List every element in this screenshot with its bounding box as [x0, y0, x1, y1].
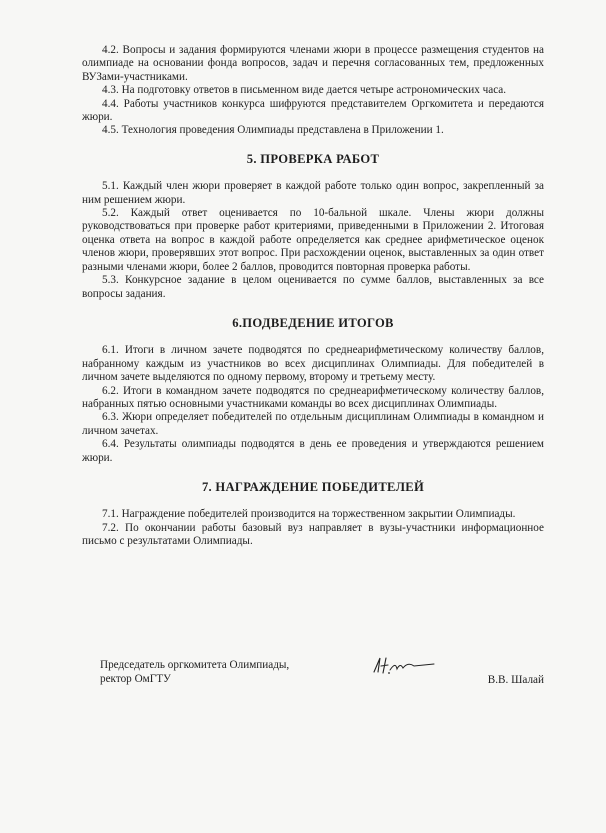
- paragraph-4-3: 4.3. На подготовку ответов в письменном виде дается четыре астрономических часа.: [102, 84, 507, 97]
- paragraph-4-2: 4.2. Вопросы и задания формируются членами жюри в процессе размещения студентов на олимпиаде на основании фонда вопросов, задач и перечня согласованных тем, предложенных ВУЗами-участниками.: [82, 44, 544, 83]
- signatory-name: В.В. Шалай: [487, 674, 544, 686]
- paragraph-7-2: 7.2. По окончании работы базовый вуз направляет в вузы-участники информационное письмо с результатами Олимпиады.: [82, 521, 544, 548]
- paragraph-4-5: 4.5. Технология проведения Олимпиады представлена в Приложении 1.: [102, 124, 444, 137]
- paragraph-6-4: 6.4. Результаты олимпиады подводятся в день ее проведения и утверждаются решением жюри.: [82, 438, 544, 464]
- paragraph-5-3: 5.3. Конкурсное задание в целом оценивается по сумме баллов, выставленных за все вопросы задания.: [82, 274, 544, 300]
- handwritten-signature: [368, 652, 438, 678]
- paragraph-6-1: 6.1. Итоги в личном зачете подводятся по среднеарифметическому количеству баллов, набранному каждым из участников во всех дисциплинах Олимпиады. Для победителей в личном зачете выделяются по одному первому, второму и третьему месту.: [82, 344, 544, 384]
- signatory-position-line2: ректор ОмГТУ: [100, 673, 171, 685]
- paragraph-5-1: 5.1. Каждый член жюри проверяет в каждой работе только один вопрос, закрепленный за ним решением жюри.: [82, 180, 544, 206]
- signatory-position: [100, 658, 289, 686]
- paragraph-5-2: 5.2. Каждый ответ оценивается по 10-бальной шкале. Члены жюри должны руководствоваться при проверке работ критериями, приведенными в Приложении 2. Итоговая оценка ответа на вопрос в каждой работе определяется как среднее арифметическое оценок членов жюри, проверявших этот вопрос. При расхождении оценок, выставленных за один ответ разными членами жюри, более 2 баллов, проводится повторная проверка работы.: [82, 207, 544, 273]
- paragraph-4-4: 4.4. Работы участников конкурса шифруются представителем Оргкомитета и передаются жюри.: [82, 97, 544, 124]
- document-body: [82, 44, 544, 549]
- signatory-position-line1: Председатель оргкомитета Олимпиады,: [100, 659, 290, 671]
- paragraph-6-3: 6.3. Жюри определяет победителей по отдельным дисциплинам Олимпиады в командном и личном зачетах.: [82, 411, 544, 437]
- section-6-heading: 6.ПОДВЕДЕНИЕ ИТОГОВ: [232, 315, 394, 330]
- section-5-heading: 5. ПРОВЕРКА РАБОТ: [246, 151, 380, 166]
- paragraph-6-2: 6.2. Итоги в командном зачете подводятся по среднеарифметическому количеству баллов, набранных пятью основными участниками команды во всех дисциплинах Олимпиады.: [82, 384, 544, 410]
- paragraph-7-1: 7.1. Награждение победителей производится на торжественном закрытии Олимпиады.: [102, 508, 516, 521]
- section-7-heading: 7. НАГРАЖДЕНИЕ ПОБЕДИТЕЛЕЙ: [201, 479, 425, 494]
